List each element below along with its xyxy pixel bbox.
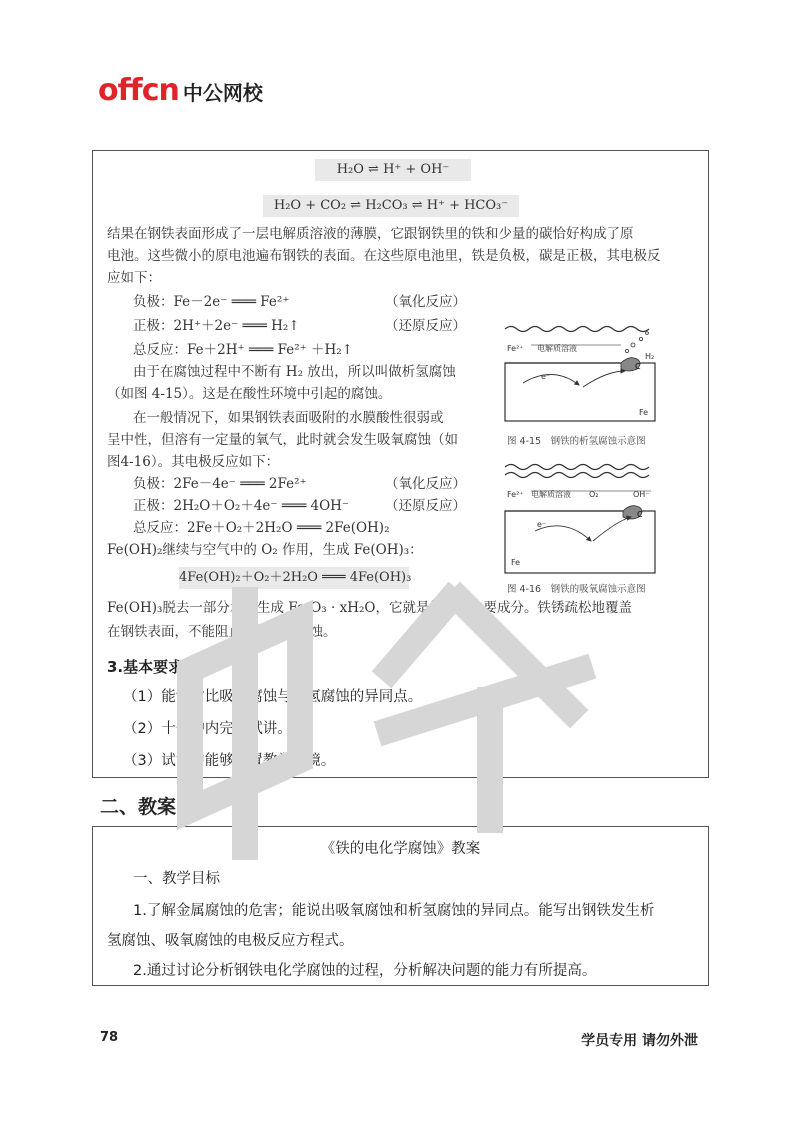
fig1-fe2-label: Fe²⁺ bbox=[507, 344, 524, 353]
goal1-line2: 氢腐蚀、吸氧腐蚀的电极反应方程式。 bbox=[107, 933, 354, 949]
hydrogen-negative-electrode: 负极：Fe－2e⁻ ═══ Fe²⁺ bbox=[133, 294, 290, 310]
requirement-item: （3）试讲中能够设置教学情境。 bbox=[123, 753, 336, 769]
brand-logo bbox=[98, 62, 263, 106]
page-number: 78 bbox=[100, 1030, 119, 1045]
lesson-plan-box bbox=[92, 826, 709, 986]
carbonic-acid-equation: H₂O + CO₂ ⇌ H₂CO₃ ⇌ H⁺ + HCO₃⁻ bbox=[263, 195, 519, 217]
para1-line2: 电池。这些微小的原电池遍布钢铁的表面。在这些原电池里，铁是负极，碳是正极，其电极反 bbox=[107, 248, 661, 264]
para2-line1: 由于在腐蚀过程中不断有 H₂ 放出，所以叫做析氢腐蚀 bbox=[133, 364, 456, 380]
requirement-item: （1）能够对比吸氧腐蚀与析氢腐蚀的异同点。 bbox=[123, 689, 423, 705]
fig2-iron-label: Fe bbox=[511, 558, 521, 567]
logo-text: 中公网校 bbox=[182, 81, 263, 105]
fig2-carbon-label: C bbox=[637, 510, 643, 519]
fig1-electron-label: e⁻ bbox=[541, 372, 551, 381]
oxygen-total-reaction: 总反应：2Fe＋O₂＋2H₂O ═══ 2Fe(OH)₂ bbox=[133, 520, 390, 536]
ferric-hydroxide-equation: 4Fe(OH)₂＋O₂＋2H₂O ═══ 4Fe(OH)₃ bbox=[179, 567, 409, 589]
fig2-electron-label: e⁻ bbox=[537, 520, 547, 529]
para3-line2: 呈中性，但溶有一定量的氧气，此时就会发生吸氧腐蚀（如 bbox=[107, 432, 458, 448]
water-ionization-equation: H₂O ⇌ H⁺ + OH⁻ bbox=[315, 159, 471, 181]
confidential-notice: 学员专用 请勿外泄 bbox=[581, 1033, 698, 1049]
fig2-oh-label: OH⁻ bbox=[633, 490, 650, 499]
para3-line3: 图4-16）。其电极反应如下： bbox=[107, 454, 280, 470]
hydrogen-negative-note: （氧化反应） bbox=[385, 294, 466, 310]
fig2-fe2-label: Fe²⁺ bbox=[507, 490, 524, 499]
oxygen-corrosion-diagram bbox=[501, 461, 661, 575]
fig2-o2-label: O₂ bbox=[589, 490, 599, 499]
goal1-line1: 1.了解金属腐蚀的危害；能说出吸氧腐蚀和析氢腐蚀的异同点。能写出钢铁发生析 bbox=[133, 903, 655, 919]
para1-line3: 应如下： bbox=[107, 270, 161, 286]
logo-mark: offcn bbox=[98, 73, 179, 108]
para5-line2: 在钢铁表面，不能阻止钢铁继续腐蚀。 bbox=[107, 624, 337, 640]
fig1-iron-label: Fe bbox=[639, 408, 649, 417]
requirements-title: 3.基本要求： bbox=[107, 658, 199, 676]
para5-line1: Fe(OH)₃脱去一部分水就生成 Fe₂O₃ · xH₂O，它就是铁锈的主要成分。铁锈疏松地覆盖 bbox=[107, 600, 632, 616]
fig1-caption: 图 4-15 钢铁的析氢腐蚀示意图 bbox=[507, 436, 646, 447]
hydrogen-total-reaction: 总反应：Fe＋2H⁺ ═══ Fe²⁺ ＋H₂↑ bbox=[133, 342, 354, 358]
fig2-solution-label: 电解质溶液 bbox=[531, 490, 571, 499]
para2-line2: （如图 4-15）。这是在酸性环境中引起的腐蚀。 bbox=[107, 386, 392, 402]
goal2: 2.通过讨论分析钢铁电化学腐蚀的过程，分析解决问题的能力有所提高。 bbox=[133, 963, 597, 979]
para1-line1: 结果在钢铁表面形成了一层电解质溶液的薄膜，它跟钢铁里的铁和少量的碳恰好构成了原 bbox=[107, 226, 634, 242]
teaching-goals-heading: 一、教学目标 bbox=[133, 871, 220, 887]
para4: Fe(OH)₂继续与空气中的 O₂ 作用，生成 Fe(OH)₃： bbox=[107, 542, 423, 558]
fig1-carbon-label: C bbox=[635, 362, 641, 371]
fig2-caption: 图 4-16 钢铁的吸氧腐蚀示意图 bbox=[507, 584, 646, 595]
requirement-item: （2）十分钟内完成试讲。 bbox=[123, 721, 292, 737]
lesson-plan-title: 《铁的电化学腐蚀》教案 bbox=[320, 841, 481, 857]
hydrogen-positive-note: （还原反应） bbox=[385, 318, 466, 334]
oxygen-positive-electrode: 正极：2H₂O＋O₂＋4e⁻ ═══ 4OH⁻ bbox=[133, 498, 350, 514]
oxygen-negative-note: （氧化反应） bbox=[385, 476, 466, 492]
hydrogen-corrosion-diagram bbox=[501, 323, 661, 423]
para3-line1: 在一般情况下，如果钢铁表面吸附的水膜酸性很弱或 bbox=[133, 410, 444, 426]
textbook-excerpt-box bbox=[92, 150, 709, 778]
oxygen-negative-electrode: 负极：2Fe－4e⁻ ═══ 2Fe²⁺ bbox=[133, 476, 307, 492]
section-title: 二、教案 bbox=[100, 796, 177, 818]
fig1-h2-label: H₂ bbox=[645, 352, 655, 361]
fig1-solution-label: 电解质溶液 bbox=[537, 344, 577, 353]
oxygen-positive-note: （还原反应） bbox=[385, 498, 466, 514]
hydrogen-positive-electrode: 正极：2H⁺＋2e⁻ ═══ H₂↑ bbox=[133, 318, 300, 334]
